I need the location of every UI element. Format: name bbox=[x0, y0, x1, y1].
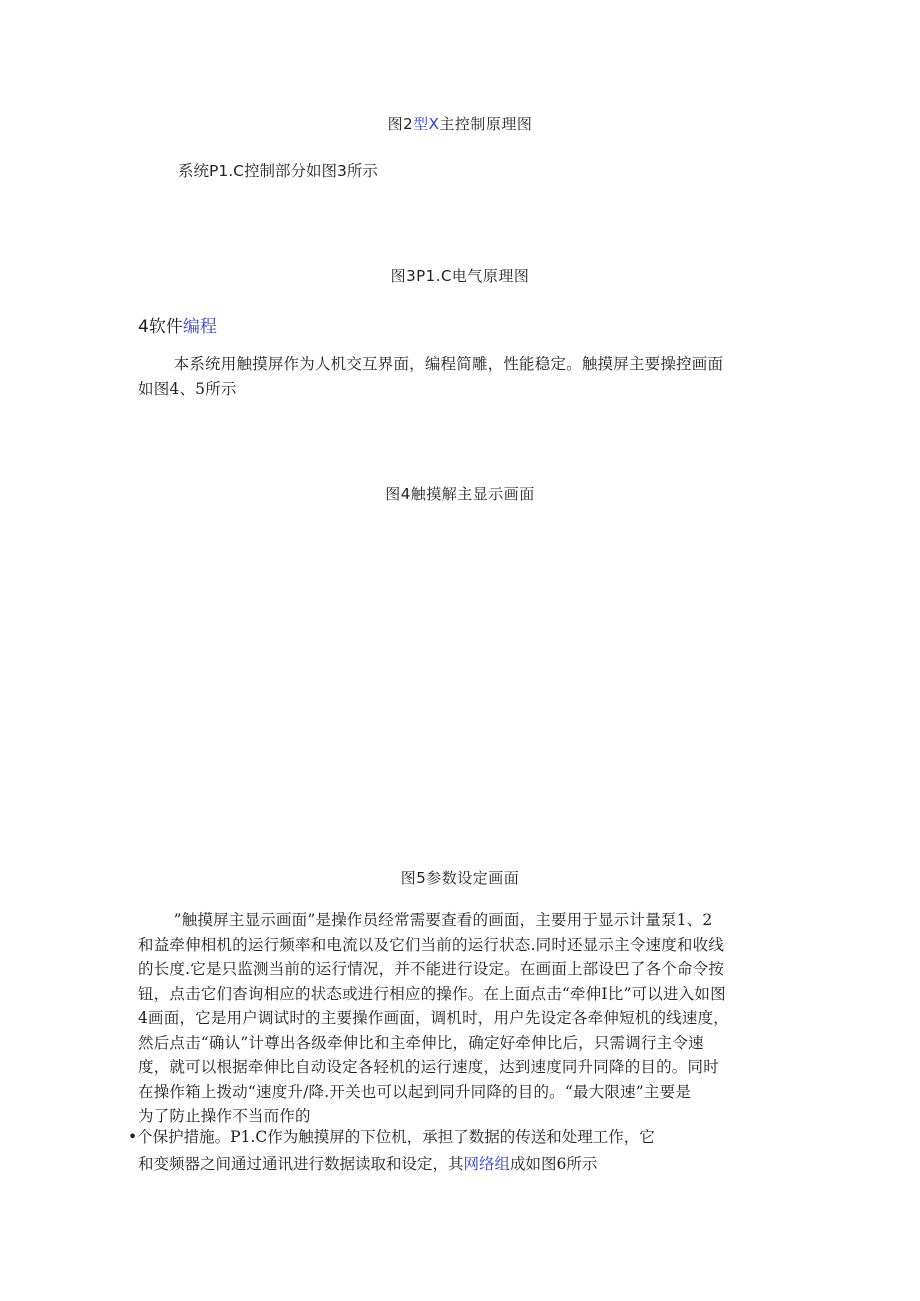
figure-2-caption-prefix: 图2 bbox=[387, 115, 414, 133]
figure-4-caption: 图4触摸解主显示画面 bbox=[385, 485, 535, 503]
main-paragraph-line: 4画面，它是用户调试时的主要操作画面，调机时，用户先设定各牵伸短机的线速度， bbox=[138, 1009, 729, 1027]
section-4-heading-prefix: 4软件 bbox=[138, 317, 183, 337]
section-4-heading bbox=[138, 312, 217, 337]
network-line bbox=[138, 1152, 597, 1174]
section-4-paragraph bbox=[138, 352, 778, 401]
main-paragraph-line: 钮，点击它们杳询相应的状态或进行相应的操作。在上面点击“牵伸I比”可以进入如图 bbox=[138, 984, 726, 1003]
main-paragraph-line: 为了防止操作不当而作的 bbox=[138, 1107, 311, 1125]
network-line-suffix: 成如图6所示 bbox=[510, 1155, 598, 1173]
plc-intro-text: 系统P1.C控制部分如图3所示 bbox=[178, 162, 378, 180]
main-paragraph-line: 度，就可以根据牵伸比自动设定各轻机的运行速度，达到速度同升同降的目的。同时 bbox=[138, 1058, 719, 1076]
figure-3-caption: 图3P1.C电气原理图 bbox=[390, 267, 530, 285]
main-paragraph-line: ”触摸屏主显示画面”是操作员经常需要查看的画面，主要用于显示计量泵1、2 bbox=[173, 911, 713, 929]
main-paragraph-line: 在操作箱上拨动“速度升/降.开关也可以起到同升同降的目的。“最大限速”主要是 bbox=[138, 1082, 692, 1101]
figure-2-caption bbox=[0, 113, 920, 134]
network-line-prefix: 和变频器之间通过通讯进行数据读取和设定，其 bbox=[138, 1155, 464, 1173]
main-paragraph bbox=[138, 908, 778, 1129]
figure-2-caption-suffix: 主控制原理图 bbox=[439, 115, 533, 133]
section-4-heading-link[interactable]: 编程 bbox=[182, 317, 217, 337]
section-4-line-1: 本系统用触摸屏作为人机交互界面，编程简雕，性能稳定。触摸屏主要操控画面 bbox=[173, 355, 724, 373]
network-line-link[interactable]: 网络组 bbox=[463, 1155, 511, 1173]
main-paragraph-line: 然后点击“确认”计尊出各级牵伸比和主牵伸比，确定好牵伸比后，只需调行主令速 bbox=[138, 1033, 704, 1052]
bullet-line: •个保护措施。P1.C作为触摸屏的下位机，承担了数据的传送和处理工作，它 bbox=[128, 1128, 655, 1146]
main-paragraph-line: 和益牵伸相机的运行频率和电流以及它们当前的运行状态.同时还显示主令速度和收线 bbox=[138, 935, 725, 954]
figure-2-caption-link[interactable]: 型X bbox=[413, 115, 440, 133]
main-paragraph-line: 的长度.它是只监测当前的运行情况，并不能进行设定。在画面上部设巴了各个命令按 bbox=[138, 960, 725, 978]
section-4-line-2: 如图4、5所示 bbox=[138, 379, 237, 398]
figure-5-caption: 图5参数设定画面 bbox=[400, 869, 520, 887]
